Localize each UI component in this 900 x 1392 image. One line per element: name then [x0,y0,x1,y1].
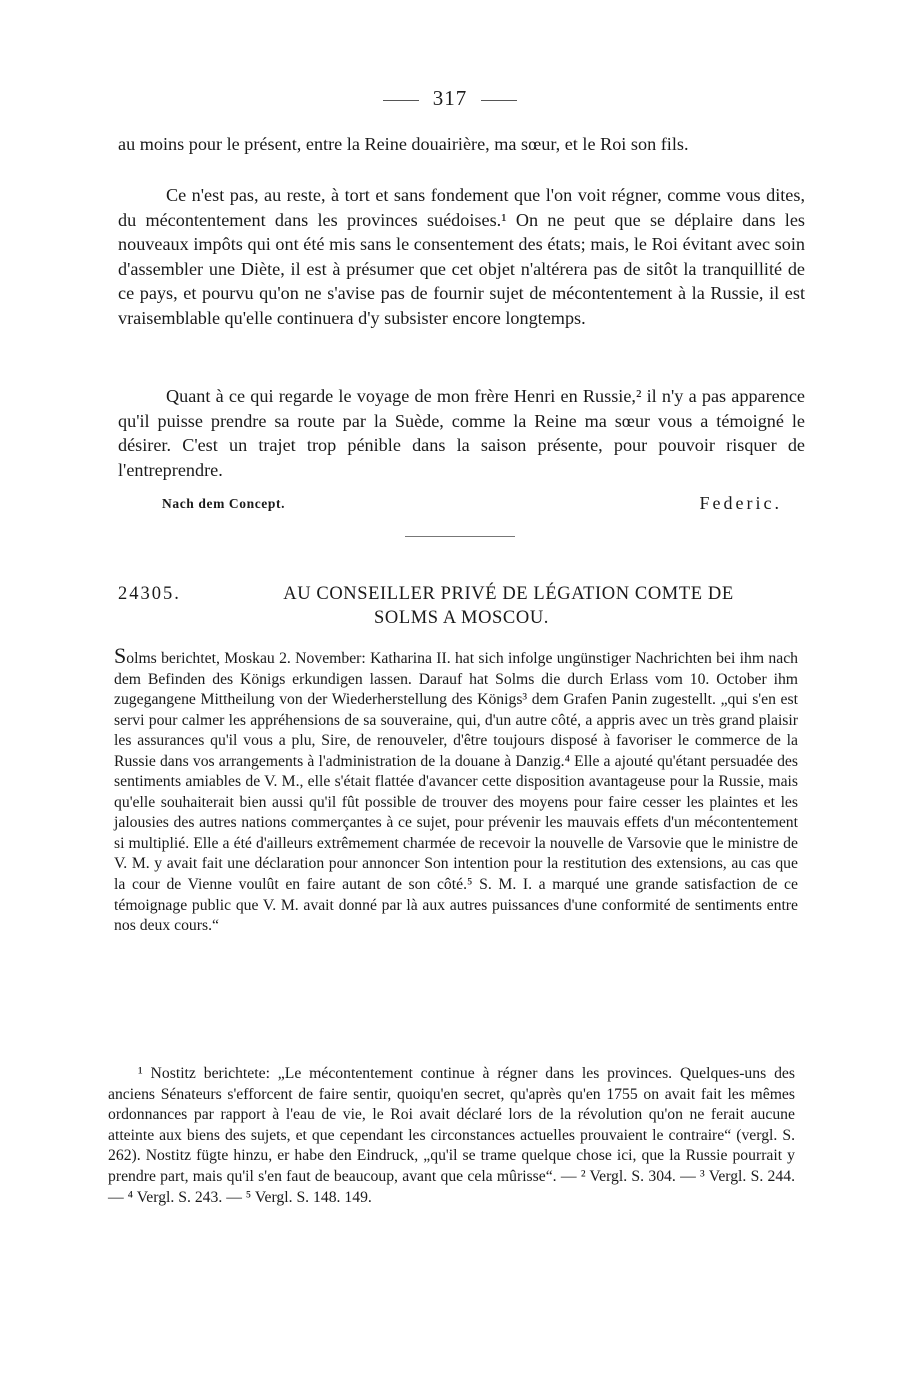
letter-signoff [162,493,782,517]
source-note: Nach dem Concept. [162,496,286,511]
letter-paragraph-2: Ce n'est pas, au reste, à tort et sans fondement que l'on voit régner, comme vous dites, du mécontentement dans les provinces suédoises.¹ On ne peut que se déplaire dans les nouveaux impôts qui ont été mis sans le consentement des états; mais, le Roi évitant avec soin d'assembler une Diète, il est à présumer que cet objet n'altérera pas de sitôt la tranquillité de ce pays, et pourvu qu'on ne s'avise pas de fournir sujet de mécontentement à la Russie, il est vraisemblable qu'elle continuera d'y subsister encore longtemps. [118,185,805,328]
report-dropcap: S [114,643,127,668]
letter-paragraph-3: Quant à ce qui regarde le voyage de mon frère Henri en Russie,² il n'y a pas apparence qu'il puisse prendre sa route par la Suède, comme la Reine ma sœur vous a témoigné le désirer. C'est un trajet trop pénible dans la saison présente, pour pouvoir risquer de l'entreprendre. [118,386,805,480]
entry-title-line-1: AU CONSEILLER PRIVÉ DE LÉGATION COMTE DE [283,584,734,604]
page-number-dash-left [383,100,419,101]
section-divider [405,536,515,537]
report-summary [114,643,798,937]
letter-paragraph-1: au moins pour le présent, entre la Reine douairière, ma sœur, et le Roi son fils. [118,134,689,154]
entry-title-line-2: SOLMS A MOSCOU. [373,608,550,628]
page-number-dash-right [481,100,517,101]
entry-number: 24305. [118,584,181,604]
page-number-text: 317 [432,86,468,110]
footnotes: ¹ Nostitz berichtete: „Le mécontentement continue à régner dans les provinces. Quelques-uns des anciens Sénateurs s'efforcent de faire sentir, quoiqu'en secret, qu'après qu'en 1755 on avait fait les mêmes ordonnances par rapport à l'eau de vie, le Roi avait déclaré lors de la révolution qu'on ne ferait aucune atteinte aux biens des sujets, et que cependant les circonstances actuelles prouvaient le contraire“ (vergl. S. 262). Nostitz fügte hinzu, er habe den Eindruck, „qu'il se trame quelque chose ici, que la Russie pourrait y prendre part, mais qu'il s'en faut de beaucoup, avant que cela mûrisse“. — ² Vergl. S. 304. — ³ Vergl. S. 244. — ⁴ Vergl. S. 243. — ⁵ Vergl. S. 148. 149. [108,1065,795,1206]
signature: Federic. [699,493,782,513]
page-number [0,86,900,111]
report-text: olms berichtet, Moskau 2. November: Katharina II. hat sich infolge ungünstiger Nachrichten bei ihm nach dem Befinden des Königs erkundigen lassen. Darauf hat Solms die durch Erlass vom 10. October ihm zugegangene Mittheilung von der Wiederherstellung des Königs³ dem Grafen Panin zugestellt. „qui s'en est servi pour calmer les appréhensions de sa souveraine, qui, d'un autre côté, a appris avec un très grand plaisir les assurances qu'il vous a plu, Sire, de renouveler, d'être toujours disposé à favoriser le commerce de la Russie dans vos arrangements à l'administration de la douane à Danzig.⁴ Elle a ajouté qu'étant persuadée des sentiments amiables de V. M., elle s'était flattée d'avancer cette disposition avantageuse pour la Russie, mais qu'elle souhaiterait bien aussi qu'il fût possible de trouver des moyens pour faire cesser les plaintes et les jalousies des autres nations commerçantes à ce sujet, pour prévenir les mauvais effets d'un mécontentement si multiplié. Elle a été d'ailleurs extrêmement charmée de recevoir la nouvelle de Varsovie que le ministre de V. M. y avait fait une déclaration pour annoncer Son intention pour la restitution des extensions, au cas que la cour de Vienne voulût en faire autant de son côté.⁵ S. M. I. a marqué une grande satisfaction de ce témoignage public que V. M. avait donné par là aux autres puissances d'une conformité de sentiments entre nos deux cours.“ [114,650,798,935]
